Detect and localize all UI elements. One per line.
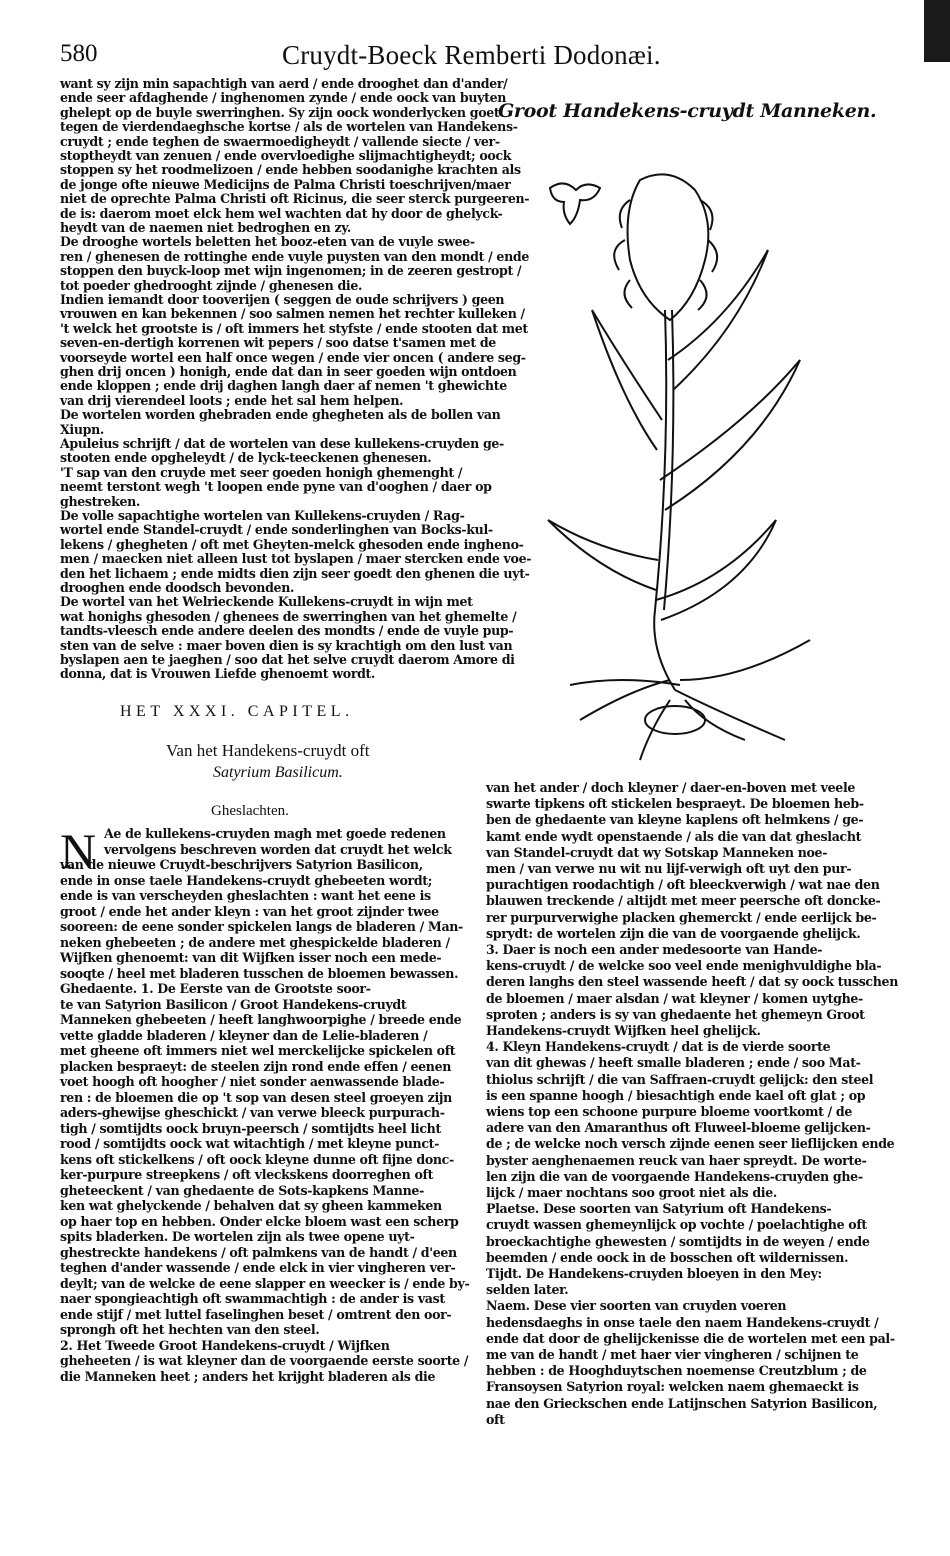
text-line: me van de handt / met haer vier vingheren / schijnen te bbox=[486, 1347, 859, 1362]
text-line: Naem. Dese vier soorten van cruyden voeren bbox=[486, 1298, 787, 1314]
text-line: Wijfken ghenoemt: van dit Wijfken isser noch een mede- bbox=[60, 950, 442, 965]
text-line: sooqte / heel met bladeren tusschen de bloemen bewassen. bbox=[60, 965, 459, 981]
text-line: teghen d'ander wassende / ende elck in vier vingheren ver- bbox=[60, 1260, 456, 1275]
text-line: sten van de selve : maer boven dien is sy krachtigh om den lust van bbox=[60, 637, 513, 653]
plant-illustration bbox=[530, 160, 850, 760]
text-line: ende in onse taele Handekens-cruydt ghebeeten wordt; bbox=[60, 872, 433, 888]
text-line: byslapen aen te jaeghen / soo dat het selve cruydt daerom Amore di bbox=[60, 652, 515, 667]
text-line: gheteeckent / van ghedaente de Sots-kapkens Manne- bbox=[60, 1182, 424, 1198]
text-line: 't welck het grootste is / oft immers het styfste / ende stooten dat met bbox=[60, 320, 528, 336]
text-line: ghestreckte handekens / oft palmkens van de handt / d'een bbox=[60, 1244, 457, 1260]
text-line: Tijdt. De Handekens-cruyden bloeyen in den Mey: bbox=[486, 1266, 822, 1281]
text-line: lekens / ghegheten / oft met Gheyten-melck ghesoden ende ingheno- bbox=[60, 536, 524, 552]
text-line: wat honighs ghesoden / ghenees de swerringhen van het ghemelte / bbox=[60, 608, 517, 624]
text-line: hebben : de Hooghduytschen noemense Creutzblum ; de bbox=[486, 1363, 867, 1379]
text-line: blauwen treckende / altijdt met meer peersche oft doncke- bbox=[486, 893, 881, 909]
text-line: van de nieuwe Cruydt-beschrijvers Satyrion Basilicon, bbox=[60, 857, 423, 872]
text-line: selden later. bbox=[486, 1282, 569, 1298]
text-line: rood / somtijdts oock wat witachtigh / met kleyne punct- bbox=[60, 1136, 439, 1151]
section-heading: Gheslachten. bbox=[211, 803, 289, 819]
text-line: Apuleius schrijft / dat de wortelen van dese kullekens-cruyden ge- bbox=[60, 436, 504, 451]
text-line: ende dat door de ghelijckenisse die de wortelen met een pal- bbox=[486, 1330, 895, 1346]
text-line: van dit ghewas / heeft smalle bladeren ; ende / soo Mat- bbox=[486, 1055, 861, 1071]
text-line: drooghen ende doodsch bevonden. bbox=[60, 580, 295, 595]
text-line: wortel ende Standel-cruydt / ende sonderlinghen van Bocks-kul- bbox=[60, 522, 493, 538]
text-line: aders-ghewijse gheschickt / van verwe bleeck purpurach- bbox=[60, 1105, 445, 1120]
text-line: De wortelen worden ghebraden ende ghegheten als de bollen van bbox=[60, 407, 501, 423]
text-line: nae den Grieckschen ende Latijnschen Satyrion Basilicon, bbox=[486, 1395, 878, 1411]
text-line: vrouwen en kan bekennen / soo salmen nemen het rechter kulleken / bbox=[60, 306, 525, 322]
text-line: ren : de bloemen die op 't sop van desen steel groeyen zijn bbox=[60, 1089, 452, 1105]
text-line: stoptheydt van zenuen / ende overvloedighe slijmachtigheydt; oock bbox=[60, 148, 512, 163]
text-line: sooreen: de eene sonder spickelen langs de bladeren / Man- bbox=[60, 919, 463, 934]
text-line: ren / ghenesen de rottinghe ende vuyle puysten van den mondt / ende bbox=[60, 248, 530, 264]
text-line: ende stijf / met luttel faselinghen beset / omtrent den oor- bbox=[60, 1306, 452, 1322]
text-line: swarte tipkens oft stickelen bespraeyt. De bloemen heb- bbox=[486, 796, 864, 812]
text-line: cruydt wassen ghemeynlijck op vochte / poelachtighe oft bbox=[486, 1217, 867, 1233]
text-line: len zijn die van de voorgaende Handekens-cruyden ghe- bbox=[486, 1168, 863, 1184]
figure-caption: Groot Handekens-cruydt Manneken. bbox=[498, 100, 877, 122]
text-line: Plaetse. Dese soorten van Satyrium oft Handekens- bbox=[486, 1201, 832, 1217]
text-line: voorseyde wortel een half once wegen / ende vier oncen ( andere seg- bbox=[60, 349, 526, 365]
text-line: Indien iemandt door tooverijen ( seggen de oude schrijvers ) geen bbox=[60, 292, 505, 307]
scan-edge bbox=[924, 0, 950, 62]
text-line: ende is van verscheyden gheslachten : want het eene is bbox=[60, 888, 431, 903]
text-line: purachtigen roodachtigh / oft bleeckverwigh / wat nae den bbox=[486, 877, 880, 893]
text-line: De volle sapachtighe wortelen van Kullekens-cruyden / Rag- bbox=[60, 508, 465, 523]
text-line: neemt terstont wegh 't loopen ende pyne van d'ooghen / daer op bbox=[60, 479, 492, 495]
text-line: cruydt ; ende teghen de swaermoedigheydt / vallende siecte / ver- bbox=[60, 133, 500, 149]
text-line: van drij vierendeel loots ; ende het sal hem helpen. bbox=[60, 392, 404, 408]
text-line: adere van den Amaranthus oft Fluweel-bloeme gelijcken- bbox=[486, 1120, 871, 1136]
chapter-title: Van het Handekens-cruydt oft bbox=[166, 741, 370, 760]
text-line: ghelept op de buyle swerringhen. Sy zijn oock wonderlycken goet bbox=[60, 104, 500, 120]
text-line: broeckachtighe ghewesten / somtijdts in de weyen / ende bbox=[486, 1233, 870, 1249]
chapter-subtitle: Satyrium Basilicum. bbox=[213, 764, 343, 781]
text-line: 3. Daer is noch een ander medesoorte van Hande- bbox=[486, 942, 823, 957]
text-line: de ; de welcke noch versch zijnde eenen seer lieflijcken ende bbox=[486, 1136, 895, 1152]
text-line: van Standel-cruydt dat wy Sotskap Manneken noe- bbox=[486, 844, 828, 860]
text-line: Ghedaente. 1. De Eerste van de Grootste soor- bbox=[60, 981, 371, 996]
text-line: den het lichaem ; ende midts dien zijn seer goedt den ghenen die uyt- bbox=[60, 565, 530, 581]
text-line: ken wat ghelyckende / behalven dat sy gheen kammeken bbox=[60, 1198, 442, 1213]
text-line: op haer top en hebben. Onder elcke bloem wast een scherp bbox=[60, 1213, 459, 1229]
text-line: men / van verwe nu wit nu lijf-verwigh oft uyt den pur- bbox=[486, 861, 852, 876]
text-line: ker-purpure streepkens / oft vleckskens doorreghen oft bbox=[60, 1167, 434, 1182]
text-line: Manneken ghebeeten / heeft langhwoorpighe / breede ende bbox=[60, 1012, 462, 1027]
text-line: ghestreken. bbox=[60, 493, 140, 509]
text-line: placken bespraeyt: de steelen zijn rond ende effen / eenen bbox=[60, 1058, 452, 1074]
text-line: byster aenghenaemen reuck van haer spreydt. De worte- bbox=[486, 1152, 867, 1168]
text-line: niet de oprechte Palma Christi oft Ricinus, die seer sterck purgeeren- bbox=[60, 191, 530, 207]
text-line: met gheene oft immers niet wel merckelijcke spickelen oft bbox=[60, 1043, 456, 1058]
drop-cap: N bbox=[60, 823, 97, 879]
text-line: de bloemen / maer alsdan / wat kleyner / komen uytghe- bbox=[486, 990, 863, 1006]
text-line: tandts-vleesch ende andere deelen des mondts / ende de vuyle pup- bbox=[60, 623, 514, 639]
text-line: is een spanne hoogh / biesachtigh ende kael oft glat ; op bbox=[486, 1087, 866, 1103]
text-line: ende seer afdaghende / inghenomen zynde / ende oock van buyten bbox=[60, 90, 507, 106]
text-line: tegen de vierdendaeghsche kortse / als de wortelen van Handekens- bbox=[60, 119, 518, 135]
text-line: sprongh oft het hechten van den steel. bbox=[60, 1322, 320, 1337]
text-line: vervolgens beschreven worden dat cruydt het welck bbox=[104, 841, 452, 857]
text-line: rer purpurverwighe placken ghemerckt / ende eerlijck be- bbox=[486, 909, 877, 925]
text-line: deylt; van de welcke de eene slapper en weecker is / ende by- bbox=[60, 1275, 470, 1291]
text-line: groot / ende het ander kleyn : van het groot zijnder twee bbox=[60, 903, 439, 919]
text-line: Handekens-cruydt Wijfken heel ghelijck. bbox=[486, 1023, 761, 1038]
text-line: vette gladde bladeren / kleyner dan de Lelie-bladeren / bbox=[60, 1027, 428, 1043]
text-line: gheheeten / is wat kleyner dan de voorgaende eerste soorte / bbox=[60, 1353, 469, 1368]
text-line: want sy zijn min sapachtigh van aerd / ende drooghet dan d'ander/ bbox=[60, 76, 508, 91]
text-line: tot poeder ghedrooght zijnde / ghenesen die. bbox=[60, 277, 363, 293]
text-line: Xiupn. bbox=[60, 421, 104, 437]
text-line: heydt van de naemen niet bedroghen en zy. bbox=[60, 220, 351, 235]
text-line: beemden / ende oock in de bosschen oft wildernissen. bbox=[486, 1249, 849, 1265]
text-line: Ae de kullekens-cruyden magh met goede redenen bbox=[104, 826, 446, 841]
text-line: deren langhs den steel wassende heeft / dat sy oock tusschen bbox=[486, 974, 899, 990]
text-line: sproten ; anders is sy van ghedaente het ghemeyn Groot bbox=[486, 1006, 865, 1022]
text-line: men / maecken niet alleen lust tot byslapen / maer stercken ende voe- bbox=[60, 551, 532, 567]
text-line: stoppen den buyck-loop met wijn ingenomen; in de zeeren gestropt / bbox=[60, 263, 522, 279]
text-line: De drooghe wortels beletten het booz-eten van de vuyle swee- bbox=[60, 234, 475, 250]
text-line: seven-en-dertigh korrenen wit pepers / soo datse t'samen met de bbox=[60, 335, 496, 351]
text-line: oft bbox=[486, 1411, 505, 1427]
text-line: de is: daerom moet elck hem wel wachten dat hy door de ghelyck- bbox=[60, 205, 503, 221]
text-line: sprydt: de wortelen zijn die van de voorgaende ghelijck. bbox=[486, 925, 861, 941]
text-line: wiens top een schoone purpure bloeme voortkomt / de bbox=[486, 1104, 853, 1119]
text-line: 2. Het Tweede Groot Handekens-cruydt / Wijfken bbox=[60, 1337, 390, 1353]
text-line: stoppen sy het roodmelizoen / ende hebben soodanighe krachten als bbox=[60, 162, 521, 178]
text-line: De wortel van het Welrieckende Kullekens-cruydt in wijn met bbox=[60, 594, 473, 610]
text-line: thiolus schrijft / die van Saffraen-cruydt gelijck: den steel bbox=[486, 1071, 874, 1087]
text-line: Fransoysen Satyrion royal: welcken naem ghemaeckt is bbox=[486, 1379, 859, 1395]
text-line: kens oft stickelkens / oft oock kleyne dunne oft fijne donc- bbox=[60, 1151, 454, 1167]
running-title: Cruydt-Boeck Remberti Dodonæi. bbox=[282, 40, 661, 70]
text-line: tigh / somtijdts oock bruyn-peersch / somtijdts heel licht bbox=[60, 1120, 441, 1136]
chapter-heading: HET XXXI. CAPITEL. bbox=[120, 703, 354, 720]
text-line: naer spongieachtigh oft swammachtigh : de ander is vast bbox=[60, 1291, 445, 1306]
text-line: ende kloppen ; ende drij daghen langh daer af nemen 't ghewichte bbox=[60, 378, 507, 394]
text-line: hedensdaeghs in onse taele den naem Handekens-cruydt / bbox=[486, 1314, 879, 1330]
text-line: kens-cruydt / de welcke soo veel ende menighvuldighe bla- bbox=[486, 958, 882, 974]
text-line: donna, dat is Vrouwen Liefde ghenoemt wordt. bbox=[60, 666, 376, 682]
text-line: van het ander / doch kleyner / daer-en-boven met veele bbox=[486, 780, 856, 795]
text-line: de jonge ofte nieuwe Medicijns de Palma Christi toeschrijven/maer bbox=[60, 176, 511, 192]
text-line: lijck / maer nochtans soo groot niet als die. bbox=[486, 1185, 777, 1200]
text-line: 4. Kleyn Handekens-cruydt / dat is de vierde soorte bbox=[486, 1039, 831, 1055]
page-number: 580 bbox=[60, 40, 98, 67]
text-line: te van Satyrion Basilicon / Groot Handekens-cruydt bbox=[60, 996, 407, 1012]
text-line: stooten ende opgheleydt / de lyck-teeckenen ghenesen. bbox=[60, 450, 432, 466]
text-line: kamt ende wydt openstaende / als die van dat gheslacht bbox=[486, 828, 862, 844]
text-line: neken ghebeeten ; de andere met ghespickelde bladeren / bbox=[60, 934, 450, 950]
text-line: die Manneken heet ; anders het krijght bladeren als die bbox=[60, 1368, 436, 1384]
text-line: ben de ghedaente van kleyne kaplens oft helmkens / ge- bbox=[486, 812, 864, 828]
text-line: ghen drij oncen ) honigh, ende dat dan in seer goeden wijn ontdoen bbox=[60, 364, 517, 379]
text-line: spits bladerken. De wortelen zijn als twee opene uyt- bbox=[60, 1229, 415, 1244]
text-line: voet hoogh oft hoogher / niet sonder aenwassende blade- bbox=[60, 1074, 445, 1089]
text-line: 'T sap van den cruyde met seer goeden honigh ghemenght / bbox=[60, 464, 463, 480]
